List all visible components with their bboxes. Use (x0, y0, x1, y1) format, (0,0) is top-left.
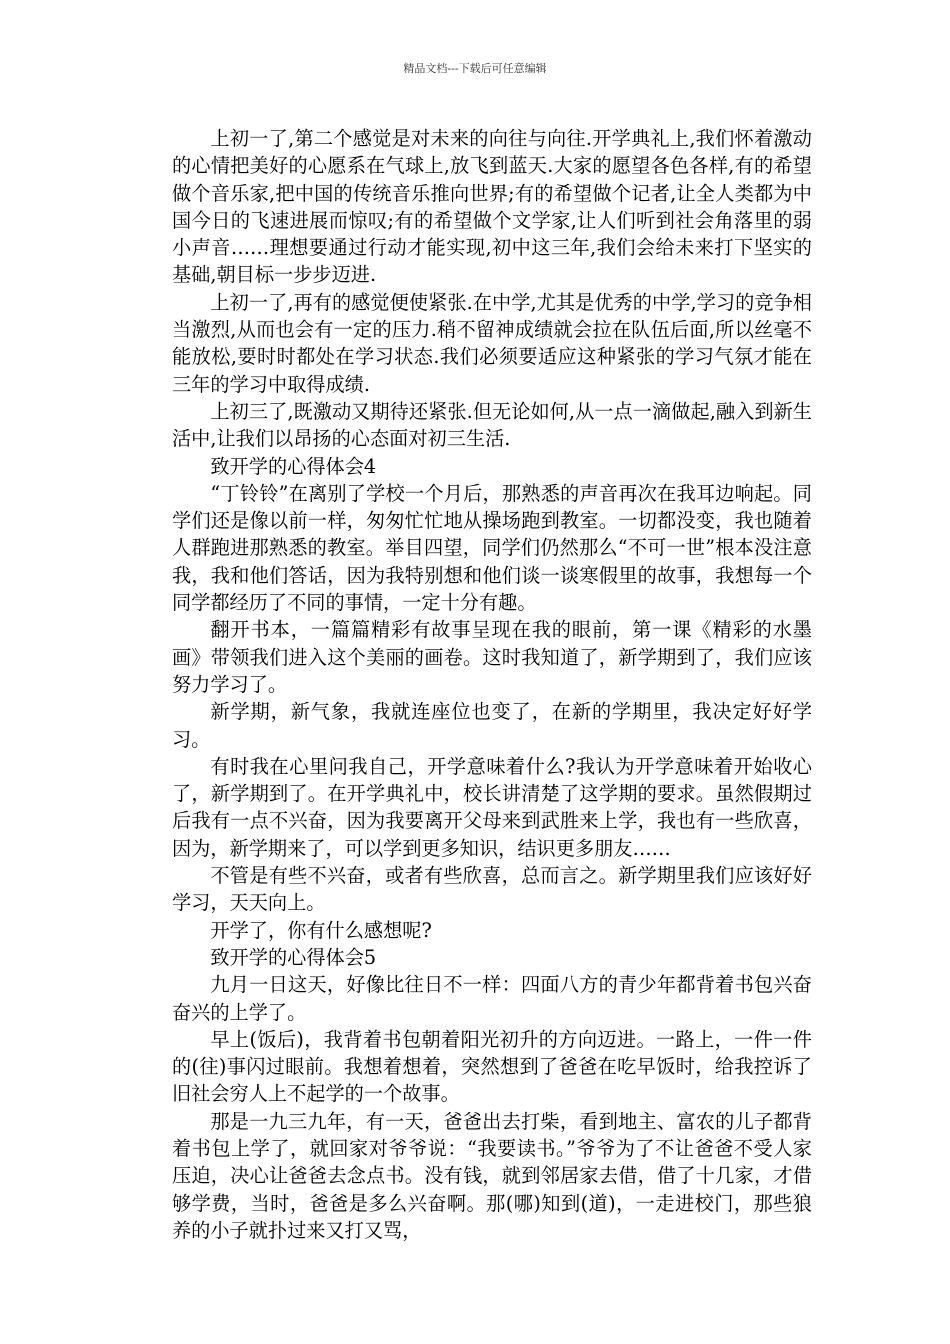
paragraph: “丁铃铃”在离别了学校一个月后，那熟悉的声音再次在我耳边响起。同学们还是像以前一样，匆匆忙忙地从操场跑到教室。一切都没变，我也随着人群跑进那熟悉的教室。举目四望，同学们仍然那么“不可一世”根本没注意我，我和他们答话，因为我特别想和他们谈一谈寒假里的故事，我想每一个同学都经历了不同的事情，一定十分有趣。 (172, 481, 812, 615)
paragraph: 翻开书本，一篇篇精彩有故事呈现在我的眼前，第一课《精彩的水墨画》带领我们进入这个美丽的画卷。这时我知道了，新学期到了，我们应该努力学习了。 (172, 618, 812, 696)
section-heading: 致开学的心得体会5 (210, 945, 377, 969)
section-heading: 致开学的心得体会4 (210, 454, 377, 478)
paragraph: 开学了，你有什么感想呢? (210, 918, 432, 942)
paragraph: 早上(饭后)，我背着书包朝着阳光初升的方向迈进。一路上，一件一件的(往)事闪过眼前。我想着想着，突然想到了爸爸在吃早饭时，给我控诉了旧社会穷人上不起学的一个故事。 (172, 1027, 812, 1106)
paragraph: 上初一了,再有的感觉便使紧张.在中学,尤其是优秀的中学,学习的竞争相当激烈,从而也会有一定的压力.稍不留神成绩就会拉在队伍后面,所以丝毫不能放松,要时时都处在学习状态.我们必须要适应这种紧张的学习气氛才能在三年的学习中取得成绩. (172, 290, 812, 396)
paragraph: 有时我在心里问我自己，开学意味着什么?我认为开学意味着开始收心了，新学期到了。在开学典礼中，校长讲清楚了这学期的要求。虽然假期过后我有一点不兴奋，因为我要离开父母来到武胜来上学，我也有一些欣喜，因为，新学期来了，可以学到更多知识，结识更多朋友…… (172, 754, 812, 860)
paragraph: 那是一九三九年，有一天，爸爸出去打柴，看到地主、富农的儿子都背着书包上学了，就回家对爷爷说：“我要读书。”爷爷为了不让爸爸不受人家压迫，决心让爸爸去念点书。没有钱，就到邻居家去借，借了十几家，才借够学费，当时，爸爸是多么兴奋啊。那(哪)知到(道)，一走进校门，那些狼养的小子就扑过来又打又骂， (172, 1109, 812, 1242)
paragraph: 上初一了,第二个感觉是对未来的向往与向往.开学典礼上,我们怀着激动的心情把美好的心愿系在气球上,放飞到蓝天.大家的愿望各色各样,有的希望做个音乐家,把中国的传统音乐推向世界;有的希望做个记者,让全人类都为中国今日的飞速进展而惊叹;有的希望做个文学家,让人们听到社会角落里的弱小声音……理想要通过行动才能实现,初中这三年,我们会给未来打下坚实的基础,朝目标一步步迈进. (172, 127, 812, 287)
paragraph: 新学期，新气象，我就连座位也变了，在新的学期里，我决定好好学习。 (172, 700, 812, 751)
page-header: 精品文档---下载后可任意编辑 (403, 62, 547, 75)
paragraph: 九月一日这天，好像比往日不一样：四面八方的青少年都背着书包兴奋奋兴的上学了。 (172, 973, 812, 1024)
document-body (172, 125, 812, 1244)
paragraph: 不管是有些不兴奋，或者有些欣喜，总而言之。新学期里我们应该好好学习，天天向上。 (172, 864, 812, 915)
paragraph: 上初三了,既激动又期待还紧张.但无论如何,从一点一滴做起,融入到新生活中,让我们以昂扬的心态面对初三生活. (172, 399, 812, 451)
